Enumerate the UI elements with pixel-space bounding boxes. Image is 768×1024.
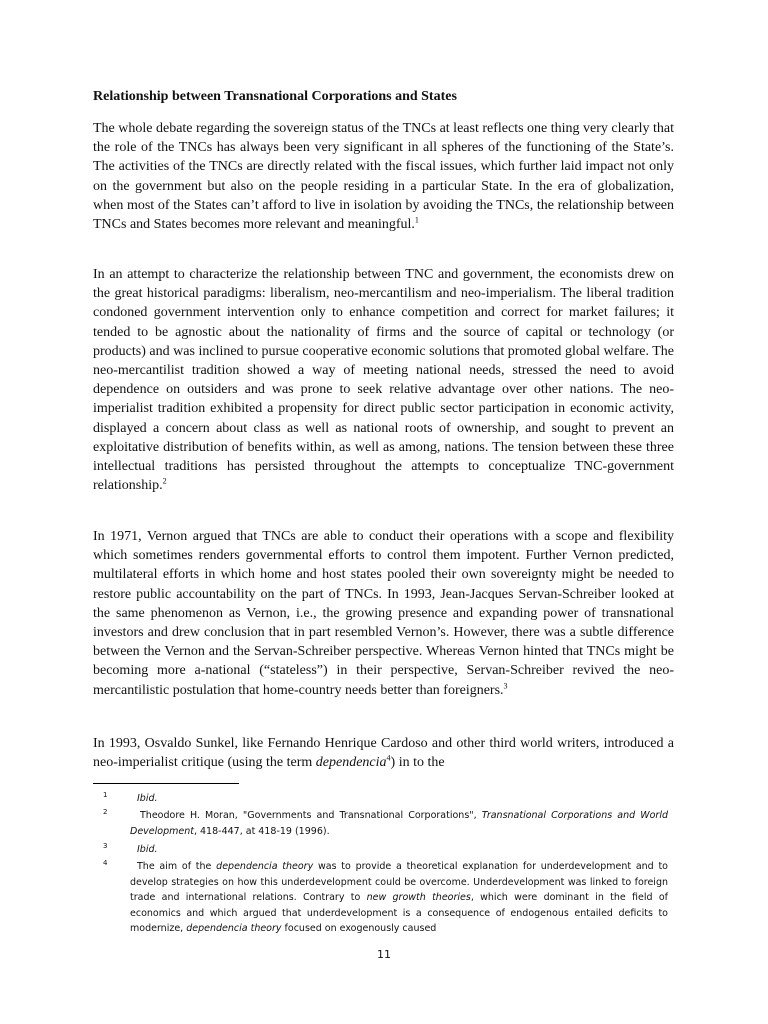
footnote-3 [93, 842, 668, 858]
dependencia-term: dependencia [315, 755, 387, 771]
paragraph-3-text: In 1971, Vernon argued that TNCs are able to conduct their operations with a scope and flexibility which sometimes renders governmental efforts to control them impotent. Further Vernon predicted, multilateral efforts in which home and host states pooled their own sovereignty might be needed to restore public accountability on the part of TNCs. In 1993, Jean-Jacques Servan-Schreiber looked at the same phenomenon as Vernon, i.e., the growing presence and expanding power of transnational investors and drew conclusion that in part resembled Vernon’s. However, there was a subtle difference between the Vernon and the Servan-Schreiber perspective. Whereas Vernon hinted that TNCs might be becoming more a-national (“stateless”) in their perspective, Servan-Schreiber revived the neo-mercantilistic postulation that home-country needs better than foreigners. [93, 529, 674, 698]
footnote-4-italic-3: dependencia theory [186, 923, 282, 934]
footnote-4-text-c: , which were dominant in the field of economics and which argued that underdevelopment is a consequence of endogenous entailed deficits to modernize, [130, 892, 668, 934]
footnote-1-text: Ibid. [137, 793, 158, 804]
footnote-3-number: 3 [103, 842, 108, 850]
footnote-4-number: 4 [103, 859, 108, 867]
paragraph-1-text: The whole debate regarding the sovereign status of the TNCs at least reflects one thing very clearly that the role of the TNCs has always been very significant in all spheres of the functioning of the State’s. The activities of the TNCs are directly related with the fiscal issues, which further laid impact not only on the government but also on the people residing in a particular State. In the era of globalization, when most of the States can’t afford to live in isolation by avoiding the TNCs, the relationship between TNCs and States becomes more relevant and meaningful. [93, 121, 674, 233]
footnote-3-text: Ibid. [137, 844, 158, 855]
footnote-1 [93, 791, 668, 807]
paragraph-2 [93, 265, 674, 495]
footnote-ref-2[interactable]: 2 [162, 476, 167, 486]
footnote-1-number: 1 [103, 791, 108, 799]
paragraph-3 [93, 527, 674, 700]
footnote-2-text-b: , 418-447, at 418-19 (1996). [193, 825, 330, 837]
footnote-2-text-a: Theodore H. Moran, "Governments and Transnational Corporations", [140, 810, 482, 821]
paragraph-2-text: In an attempt to characterize the relationship between TNC and government, the economists drew on the great historical paradigms: liberalism, neo-mercantilism and neo-imperialism. The liberal tradition condoned government intervention only to enhance competition and correct for market failures; it tended to be agnostic about the nationality of firms and the source of capital or technology (or products) and was inclined to pursue cooperative economic solutions that promoted global welfare. The neo-mercantilist tradition showed a way of meeting national needs, stressed the need to avoid dependence on outsiders and was prone to seek relative advantage over other nations. The neo-imperialist tradition exhibited a propensity for direct public sector participation in economic activity, displayed a concern about class as well as national roots of ownership, and sought to prevent an exploitative distribution of benefits within, as well as among, nations. The tension between these three intellectual traditions has persisted throughout the attempts to conceptualize TNC-government relationship. [93, 267, 674, 494]
footnote-4-text-d: focused on exogenously caused [281, 923, 437, 934]
footnote-4-text-a: The aim of the [137, 861, 217, 872]
footnote-4-italic-2: new growth theories [366, 892, 471, 903]
footnote-separator [93, 783, 239, 784]
footnote-2-book-title: Transnational Corporations and World Development [130, 810, 668, 837]
paragraph-4 [93, 734, 674, 772]
paragraph-4-text-a: In 1993, Osvaldo Sunkel, like Fernando Henrique Cardoso and other third world writers, introduced a neo-imperialist critique (using the term [93, 736, 674, 771]
footnote-4 [93, 859, 668, 937]
paragraph-4-text-b: ) in to the [390, 755, 445, 771]
footnote-4-italic-1: dependencia theory [216, 861, 314, 872]
footnote-ref-3[interactable]: 3 [503, 680, 508, 690]
footnote-2 [93, 808, 668, 839]
page-number: 11 [377, 948, 391, 961]
footnote-ref-4[interactable]: 4 [386, 753, 391, 763]
footnote-2-number: 2 [103, 808, 108, 816]
paragraph-1 [93, 119, 674, 234]
footnote-ref-1[interactable]: 1 [414, 215, 419, 225]
section-heading: Relationship between Transnational Corporations and States [93, 89, 457, 104]
footnote-4-text-b: was to provide a theoretical explanation for underdevelopment and to develop strategies on how this underdevelopment could be overcome. Underdevelopment was linked to foreign trade and international relations. Contrary to [130, 861, 668, 903]
